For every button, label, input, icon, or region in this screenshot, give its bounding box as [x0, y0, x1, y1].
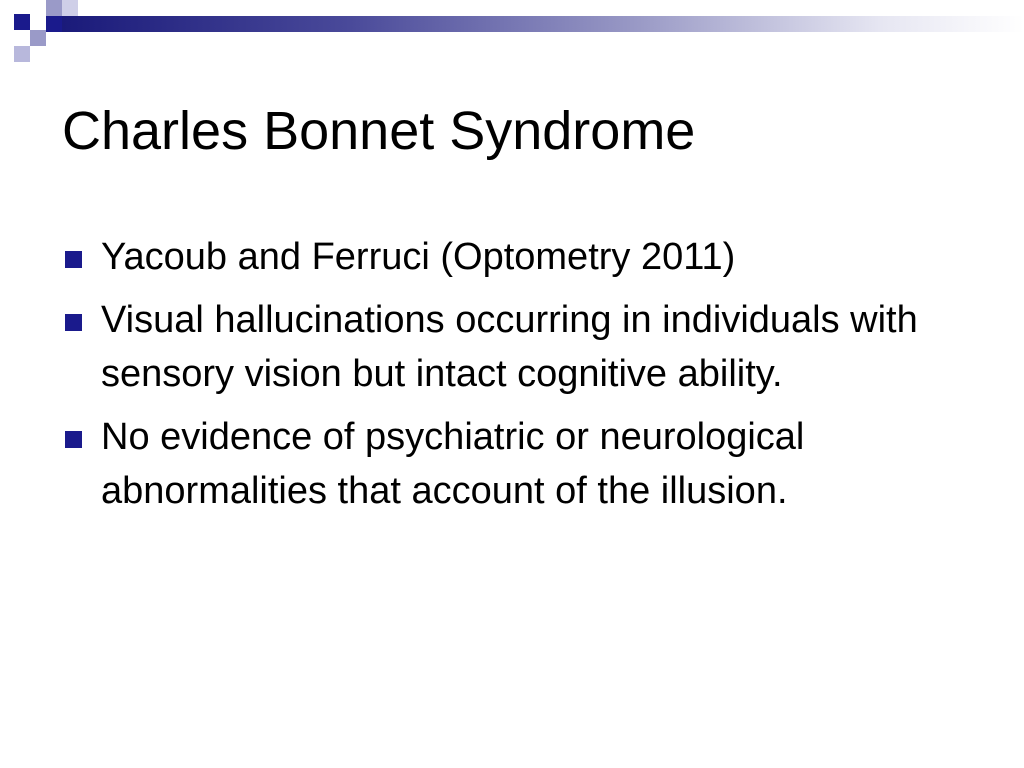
square-bullet-icon — [65, 314, 82, 331]
decor-square — [62, 0, 78, 16]
header-gradient-bar — [62, 16, 1024, 32]
bullet-item — [62, 293, 962, 401]
bullet-text: No evidence of psychiatric or neurological abnormalities that account of the illusion. — [101, 416, 805, 512]
bullet-item — [62, 230, 962, 284]
corner-squares-decoration — [0, 0, 80, 64]
decor-square — [46, 16, 62, 32]
square-bullet-icon — [65, 431, 82, 448]
bullet-list — [62, 230, 962, 527]
slide-title: Charles Bonnet Syndrome — [62, 101, 696, 161]
decor-square — [46, 0, 62, 16]
decor-square — [14, 14, 30, 30]
bullet-text: Visual hallucinations occurring in individuals with sensory vision but intact cognitive ability. — [101, 299, 918, 395]
decor-square — [14, 46, 30, 62]
decor-square — [30, 30, 46, 46]
bullet-text: Yacoub and Ferruci (Optometry 2011) — [101, 236, 736, 278]
square-bullet-icon — [65, 251, 82, 268]
bullet-item — [62, 410, 962, 518]
